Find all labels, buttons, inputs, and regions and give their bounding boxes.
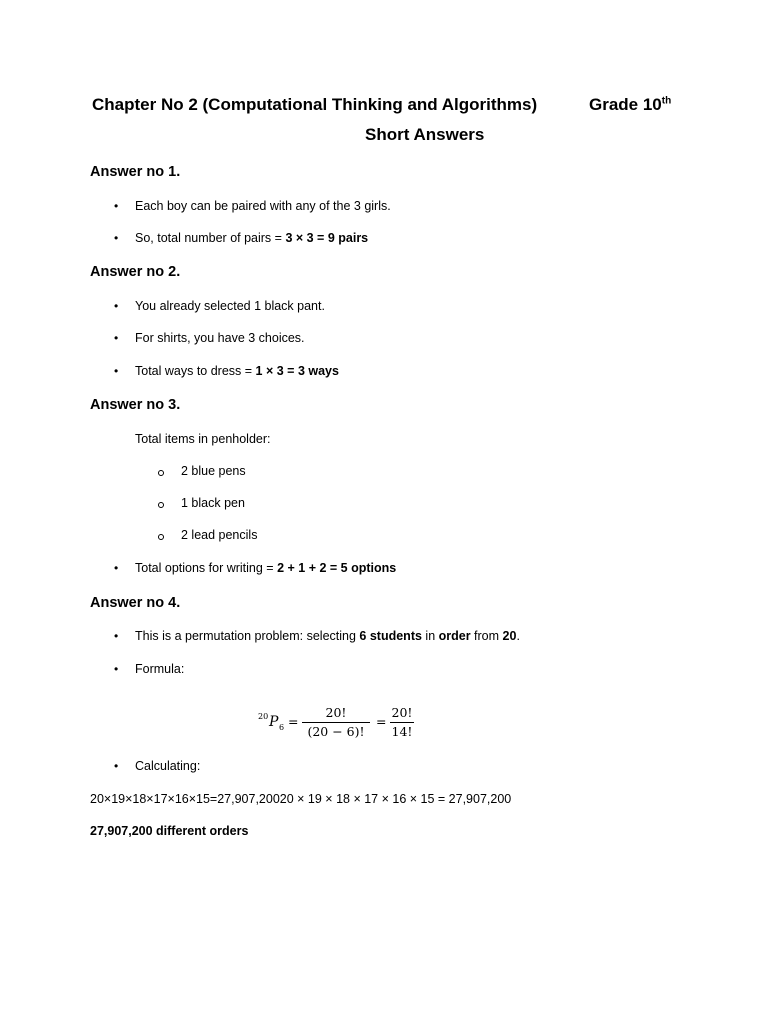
- circle-bullet-icon: [158, 470, 164, 476]
- text-segment-bold: 1 × 3 = 3 ways: [255, 364, 339, 378]
- bullet-icon: •: [114, 231, 119, 245]
- grade-text: Grade 10: [589, 95, 662, 114]
- calculation-line: 20×19×18×17×16×15=27,907,20020 × 19 × 18 × 17 × 16 × 15 = 27,907,200: [90, 792, 512, 806]
- formula-equals-2: =: [376, 714, 387, 729]
- formula-denominator-2: 14!: [391, 724, 413, 739]
- answer-3-subitem-3: 2 lead pencils: [181, 528, 258, 542]
- answer-2-item-3: [135, 364, 339, 378]
- bullet-icon: •: [114, 299, 119, 313]
- permutation-formula: [250, 700, 413, 748]
- answer-1-item-2: [135, 231, 368, 245]
- answer-2-item-1: You already selected 1 black pant.: [135, 299, 325, 313]
- final-result: 27,907,200 different orders: [90, 824, 249, 838]
- text-segment: Total options for writing =: [135, 561, 278, 575]
- bullet-icon: •: [114, 759, 119, 773]
- text-segment-bold: 6 students: [359, 629, 422, 643]
- text-segment-bold: 3 × 3 = 9 pairs: [285, 231, 369, 245]
- grade-superscript: th: [661, 95, 672, 107]
- answer-4-item-1: [135, 629, 520, 643]
- bullet-icon: •: [114, 331, 119, 345]
- circle-bullet-icon: [158, 502, 164, 508]
- circle-bullet-icon: [158, 534, 164, 540]
- formula-denominator-1: (20 − 6)!: [307, 724, 365, 739]
- bullet-icon: •: [114, 364, 119, 378]
- answer-3-subitem-2: 1 black pen: [181, 496, 245, 510]
- answer-2-item-2: For shirts, you have 3 choices.: [135, 331, 305, 345]
- answer-4-item-2: Formula:: [135, 662, 185, 676]
- page-subtitle: Short Answers: [365, 125, 485, 144]
- answer-1-item-1: Each boy can be paired with any of the 3 girls.: [135, 199, 391, 213]
- formula-subscript: 6: [279, 723, 285, 732]
- formula-p: P: [269, 714, 279, 730]
- answer-2-heading: Answer no 2.: [90, 264, 181, 280]
- bullet-icon: •: [114, 199, 119, 213]
- formula-equals: =: [288, 714, 299, 729]
- answer-3-intro: Total items in penholder:: [135, 432, 271, 446]
- bullet-icon: •: [114, 561, 119, 575]
- text-segment-bold: 2 + 1 + 2 = 5 options: [277, 561, 397, 575]
- text-segment: .: [516, 629, 520, 643]
- formula-numerator-2: 20!: [391, 705, 413, 720]
- formula-numerator-1: 20!: [325, 705, 347, 720]
- answer-4-item-3: Calculating:: [135, 759, 201, 773]
- answer-3-heading: Answer no 3.: [90, 397, 181, 413]
- formula-superscript: 20: [258, 712, 269, 721]
- answer-3-subitem-1: 2 blue pens: [181, 464, 246, 478]
- chapter-title: Chapter No 2 (Computational Thinking and Algorithms): [92, 95, 538, 114]
- text-segment: in: [421, 629, 439, 643]
- text-segment: So, total number of pairs =: [135, 231, 286, 245]
- text-segment: This is a permutation problem: selecting: [135, 629, 360, 643]
- text-segment: Total ways to dress =: [135, 364, 256, 378]
- grade-label: [589, 95, 671, 115]
- text-segment-bold: order: [438, 629, 471, 643]
- answer-3-item-1: [135, 561, 396, 575]
- bullet-icon: •: [114, 662, 119, 676]
- fraction-bar: [390, 722, 414, 723]
- bullet-icon: •: [114, 629, 119, 643]
- text-segment-bold: 20: [502, 629, 517, 643]
- fraction-bar: [302, 722, 370, 723]
- answer-4-heading: Answer no 4.: [90, 595, 181, 611]
- text-segment: from: [470, 629, 503, 643]
- answer-1-heading: Answer no 1.: [90, 164, 181, 180]
